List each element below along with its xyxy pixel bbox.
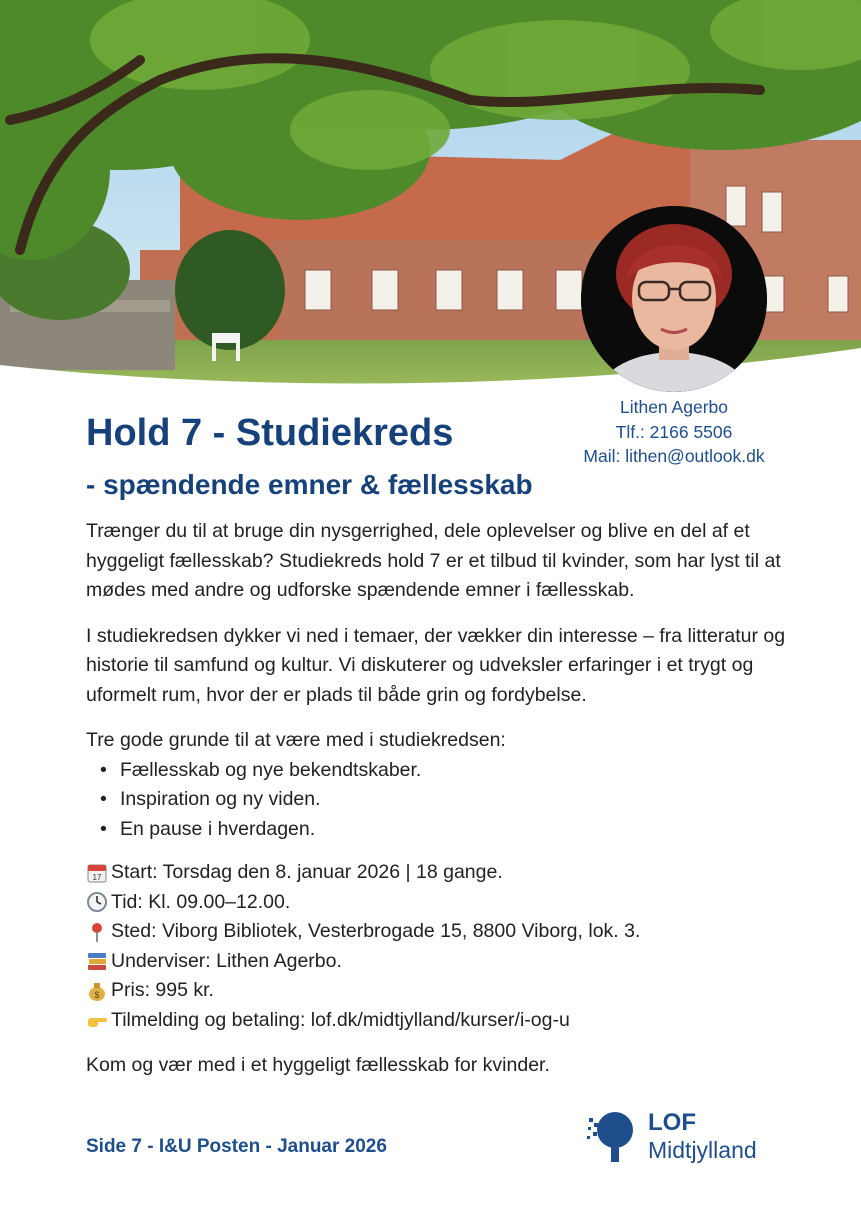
list-item: • En pause i hverdagen. <box>86 815 786 845</box>
info-time-text: Tid: Kl. 09.00–12.00. <box>111 890 291 913</box>
info-start-text: Start: Torsdag den 8. januar 2026 | 18 gange. <box>111 861 503 883</box>
logo-text <box>648 1110 757 1164</box>
logo-line2: Midtjylland <box>648 1137 757 1163</box>
contact-email: Mail: lithen@outlook.dk <box>583 446 765 466</box>
info-signup <box>86 1006 786 1036</box>
reasons-list <box>86 756 786 845</box>
info-price-text: Pris: 995 kr. <box>111 979 214 1001</box>
list-item: • Fællesskab og nye bekendtskaber. <box>86 756 786 786</box>
contact-phone: Tlf.: 2166 5506 <box>615 421 733 442</box>
calendar-icon <box>86 862 108 884</box>
page-title: Hold 7 - Studiekreds <box>86 412 454 454</box>
info-time <box>86 888 786 918</box>
lof-logo <box>585 1108 785 1168</box>
info-start <box>86 858 786 888</box>
reasons-heading: Tre gode grunde til at være med i studiekredsen: <box>86 729 506 751</box>
logo-line1: LOF <box>648 1109 696 1136</box>
page-subtitle: - spændende emner & fællesskab <box>86 469 533 500</box>
instructor-portrait <box>581 206 767 392</box>
tree-logo-icon <box>585 1110 641 1166</box>
course-info <box>86 858 786 1035</box>
svg-text:$: $ <box>94 989 100 1000</box>
pointing-hand-icon <box>86 1009 108 1031</box>
info-place <box>86 917 786 947</box>
info-teacher <box>86 947 786 977</box>
books-icon <box>86 950 108 972</box>
info-place-text: Sted: Viborg Bibliotek, Vesterbrogade 15, 8800 Viborg, lok. 3. <box>111 920 641 942</box>
svg-text:17: 17 <box>92 872 102 882</box>
intro-paragraph-1: Trænger du til at bruge din nysgerrighed, dele oplevelser og blive en del af et hyggeligt fællesskab? Studiekreds hold 7 er et tilbud til kvinder, som har lyst til at mødes med andre og udforske spændende emner i fællesskab. <box>86 520 781 601</box>
pin-icon <box>86 921 108 943</box>
list-item: • Inspiration og ny viden. <box>86 785 786 815</box>
clock-icon <box>86 891 108 913</box>
article-body <box>86 517 786 1097</box>
money-bag-icon <box>86 980 108 1002</box>
info-teacher-text: Underviser: Lithen Agerbo. <box>111 949 342 972</box>
closing-text: Kom og vær med i et hyggeligt fællesskab for kvinder. <box>86 1054 550 1076</box>
intro-paragraph-2: I studiekredsen dykker vi ned i temaer, der vækker din interesse – fra litteratur og historie til samfund og kultur. Vi diskuterer og udveksler erfaringer i et trygt og uformelt rum, hvor der er plads til både grin og fordybelse. <box>86 624 786 706</box>
info-price <box>86 976 786 1006</box>
page-footer: Side 7 - I&U Posten - Januar 2026 <box>86 1136 387 1157</box>
contact-info <box>560 395 788 469</box>
contact-name: Lithen Agerbo <box>619 397 728 417</box>
info-signup-text: Tilmelding og betaling: lof.dk/midtjylland/kurser/i-og-u <box>111 1008 570 1031</box>
